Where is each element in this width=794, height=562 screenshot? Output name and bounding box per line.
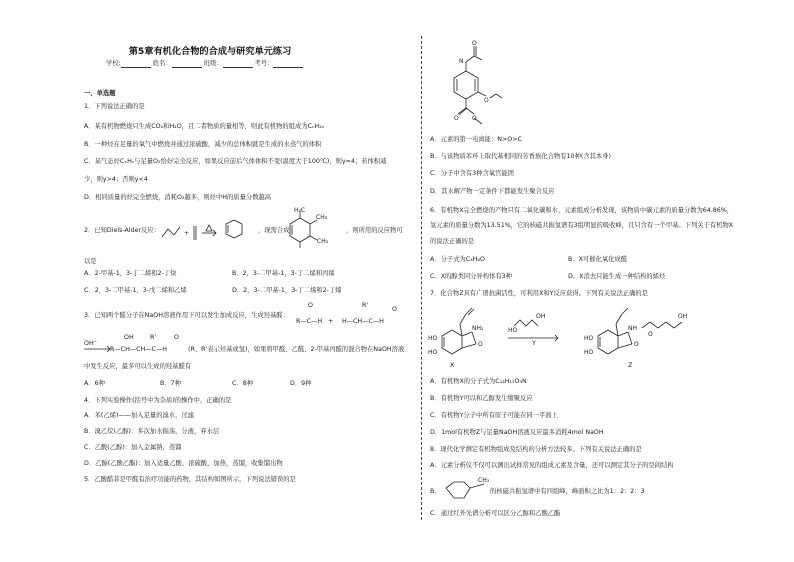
q5-option-b: B．与该物质苯环上取代基相同的芳香族化合物有10种(含其本身): [430, 153, 611, 160]
product-o: O: [174, 334, 179, 341]
plus-text: +: [328, 318, 334, 325]
product-formula: R—CH—CH—C—H: [110, 346, 167, 353]
q2-option-d: D．2，3-二甲基-1，3-丁二烯和2-丁烯: [232, 287, 342, 294]
q5-option-d: D．其水解产物一定条件下都能发生聚合反应: [430, 188, 555, 195]
q6-stem-3: 的说法正确的是: [430, 238, 475, 245]
svg-text:O: O: [454, 115, 459, 122]
class-blank[interactable]: [223, 61, 253, 68]
product-r: R': [150, 334, 157, 341]
svg-text:O: O: [472, 40, 477, 47]
q6-option-a: A．分子式为C₄H₈O: [430, 256, 485, 263]
q7-option-c: C．有机物Y分子中所有原子可能在同一平面上: [430, 412, 558, 419]
svg-text:CH₃: CH₃: [317, 238, 329, 245]
svg-text:NH: NH: [628, 325, 637, 332]
q3-option-d: D．9种: [290, 380, 312, 387]
q4-option-d: D．乙醇(乙酸乙酯)：加入适量乙酸、浓硫酸，加热，蒸馏，收集馏出物: [84, 460, 283, 467]
q8-option-b: 的核磁共振氢谱中有四组峰，峰面积之比为1：2：2：3: [490, 488, 645, 495]
svg-text:O: O: [484, 97, 489, 104]
q4-option-c: C．乙酸(乙醇)：加入金属钠，蒸馏: [84, 444, 182, 451]
svg-text:O: O: [648, 331, 653, 338]
q2-stem-cont: 以是: [84, 258, 97, 265]
methylcyclohexane-structure: [440, 476, 490, 506]
label-z: Z: [628, 362, 633, 369]
q1-option-d: D．相同质量的烃完全燃烧，消耗O₂越多，则烃中H的质量分数越高: [84, 194, 272, 201]
school-blank[interactable]: [121, 61, 151, 68]
student-info-line: [106, 60, 303, 68]
reaction-condition: OH⁻: [84, 340, 98, 347]
q3-option-a: A．6种: [84, 380, 105, 387]
q7-option-d: D．1mol有机物Z与足量NaOH溶液反应最多消耗4mol NaOH: [430, 429, 604, 436]
diels-alder-scheme: [160, 215, 255, 245]
q3-stem-cont: (R、R'表示烃基或氢)，如果将甲醛、乙醛、2-甲基丙醛的混合物在NaOH溶液: [188, 346, 405, 353]
school-label: 学校:: [106, 60, 121, 67]
q6-option-c: C．X的醇类同分异构体有3种: [430, 273, 512, 280]
svg-text:CH₃: CH₃: [316, 214, 328, 221]
q1-option-c: C．某气态烃CₓHᵧ与足量O₂恰好完全反应，如果反应前后气体体积不变(温度大于100℃)，则y=4；若体积减: [84, 158, 387, 165]
q2-stem-tail: ，则所用的反应物可: [346, 227, 403, 234]
aldehyde1-o: O: [308, 302, 313, 309]
svg-text:HO: HO: [584, 335, 594, 342]
q5-stem: 5．乙酸酷菲是甲醛有治疗功能的药物，其结构如图所示，下列说法错误的是: [84, 476, 296, 483]
number-blank[interactable]: [273, 61, 303, 68]
q3-option-c: C．8种: [232, 380, 253, 387]
q4-option-a: A．苯(乙烯)——加入足量的溴水，过滤: [84, 412, 194, 419]
svg-text:N: N: [459, 58, 464, 65]
svg-text:HO: HO: [428, 335, 438, 342]
label-x: X: [450, 362, 455, 369]
aldehyde2-o: O: [392, 306, 397, 313]
svg-text:O: O: [472, 115, 477, 122]
q1-option-b: B．一种烃在足量的氧气中燃烧并通过浓硫酸，减少的总体积就是生成的水蒸气的体积: [84, 141, 322, 148]
q2-option-c: C．2，3-二甲基-1，3-戊二烯和乙烯: [84, 287, 187, 294]
name-blank[interactable]: [172, 61, 202, 68]
q8-stem: 8．现代化学测定有机物组成及结构的分析方法较多。下列有关说法正确的是: [430, 446, 642, 453]
q4-stem: 4．下列实验操作(括号中为杂质)的操作中，正确的是: [84, 397, 232, 404]
q3-stem: 3．已知两个醛分子在NaOH溶液作用下可以发生加成反应，生成羟基醛：: [84, 312, 289, 319]
aldehyde2-formula: H—CH—C—H: [342, 318, 384, 325]
q7-option-b: B．有机物Y可以和乙醇发生缩聚反应: [430, 395, 533, 402]
svg-text:HO: HO: [508, 327, 518, 334]
svg-text:H₃C: H₃C: [294, 207, 306, 214]
q1-option-a: A．某有机物燃烧只生成CO₂和H₂O，且二者物质的量相等，则此有机物的组成为CₙH₂ₙ: [84, 123, 325, 130]
q6-option-d: D．X消去只能生成一种结构的烯烃: [568, 273, 666, 280]
svg-text:OH: OH: [536, 313, 546, 320]
q7-option-a: A．有机物X的分子式为C₁₂H₁₅O₃N: [430, 378, 527, 385]
q1-stem: 1．下列说法正确的是: [84, 103, 145, 110]
q7-reaction-scheme: [428, 300, 728, 370]
q3-option-b: B．7种: [160, 380, 181, 387]
section-heading: 一、单选题: [84, 90, 116, 97]
page-title: 第5章有机化合物的合成与研究单元练习: [128, 46, 292, 57]
q6-stem-2: 氢元素的质量分数为13.51%，它的核磁共振氢谱有3组明显的吸收峰，且只含有一个甲基。下列关于有机物X: [430, 222, 734, 229]
y-structure: [514, 320, 538, 326]
q2-stem: 2．已知Diels-Alder反应：: [84, 227, 160, 234]
svg-text:CH₃: CH₃: [478, 477, 490, 484]
heat-triangle: [206, 225, 212, 231]
diene-structure: [162, 227, 180, 237]
q2-option-b: B．2，3-二甲基-1，3-丁二烯和丙烯: [232, 270, 335, 277]
q8-option-b-prefix: B．: [430, 488, 441, 495]
svg-text:NH₂: NH₂: [472, 325, 484, 332]
q8-option-a: A．元素分析仪不仅可以测出试样常见的组成元素及含量，还可以测定其分子的空间结构: [430, 462, 674, 469]
q3-stem-cont2: 中发生反应，最多可以生成的羟基醛有: [84, 363, 192, 370]
q8-option-c: C．通过红外光谱分析可以区分乙醇和乙酸乙酯: [430, 510, 561, 517]
column-divider: [421, 36, 422, 520]
plus-sign: +: [184, 230, 190, 237]
label-y: Y: [532, 340, 536, 347]
svg-text:HO: HO: [584, 349, 594, 356]
name-label: 姓名：: [152, 60, 172, 67]
number-label: 考号：: [254, 60, 274, 67]
svg-text:HO: HO: [428, 349, 438, 356]
q2-stem-mid: ，现需合成: [258, 227, 290, 234]
svg-text:OH: OH: [678, 313, 688, 320]
q1-option-c-cont: 少，则y>4；否则y<4: [84, 176, 148, 183]
svg-text:O: O: [634, 341, 639, 348]
svg-text:O: O: [478, 341, 483, 348]
q5-molecule-structure: [426, 40, 506, 130]
q5-option-c: C．分子中含有3种含氧官能团: [430, 170, 514, 177]
aldehyde1-formula: R—C—H: [296, 318, 323, 325]
q4-option-b: B．溴乙烷(乙醇)：多次加水振荡，分液，弃水层: [84, 428, 220, 435]
aldehyde2-r: R': [362, 302, 369, 309]
class-label: 班级：: [203, 60, 223, 67]
q2-option-a: A．2-甲基-1，3-丁二烯和2-丁炔: [84, 270, 177, 277]
q5-option-a: A．元素的第一电离能：N>O>C: [430, 136, 522, 143]
q6-stem-1: 6．有机物X完全燃烧的产物只有二氧化碳和水，元素组成分析发现，该物质中碳元素的质量分数为64.86%，: [430, 207, 734, 214]
q7-stem: 7．化合物Z具有广谱抗菌活性，可利用X和Y反应获得。下列有关说法正确的是: [430, 290, 648, 297]
q6-option-b: B．X可催化氧化成醛: [568, 256, 628, 263]
target-product-structure: [280, 207, 340, 250]
product-oh: OH: [124, 334, 134, 341]
